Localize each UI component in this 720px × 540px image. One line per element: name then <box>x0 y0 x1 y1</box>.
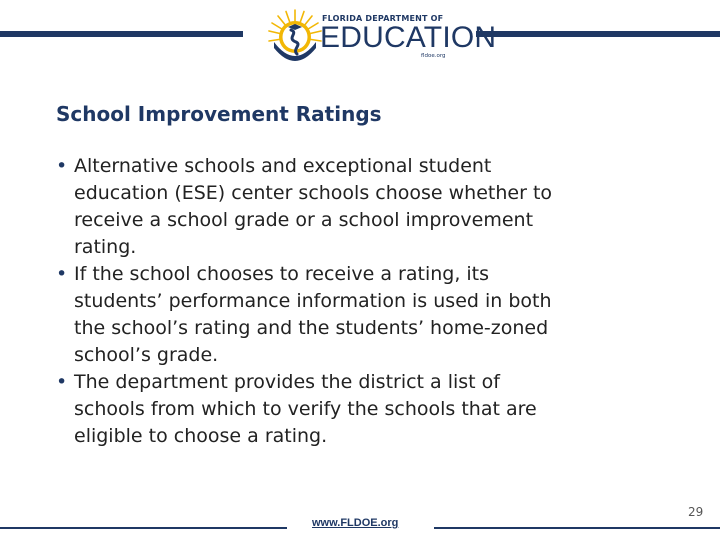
bullet-line: rating. <box>74 236 137 258</box>
logo-org-line: FLORIDA DEPARTMENT OF <box>322 14 444 23</box>
bullet-item <box>56 153 656 261</box>
logo-url: fldoe.org <box>421 53 446 59</box>
logo-main-word: EDUCATION <box>320 21 497 54</box>
footer-rule-right <box>434 527 720 529</box>
fldoe-website-link[interactable]: www.FLDOE.org <box>312 517 399 529</box>
bullet-line: receive a school grade or a school improvement <box>74 209 534 231</box>
header-rule-left <box>0 31 243 37</box>
bullet-dot-icon: • <box>56 263 68 285</box>
bullet-line: eligible to choose a rating. <box>74 425 328 447</box>
bullet-line: If the school chooses to receive a rating, its <box>74 263 490 285</box>
bullet-line: students’ performance information is used in both <box>74 290 552 312</box>
bullet-line: education (ESE) center schools choose whether to <box>74 182 553 204</box>
bullet-line: school’s grade. <box>74 344 219 366</box>
slide-title: School Improvement Ratings <box>56 102 382 126</box>
fldoe-seal-icon <box>266 8 324 66</box>
bullet-dot-icon: • <box>56 155 68 177</box>
bullet-line: Alternative schools and exceptional student <box>74 155 492 177</box>
header-rule-right <box>476 31 720 37</box>
fldoe-logo[interactable] <box>266 8 497 66</box>
footer-rule-left <box>0 527 287 529</box>
bullet-list <box>56 153 656 450</box>
bullet-item <box>56 261 656 369</box>
bullet-dot-icon: • <box>56 371 68 393</box>
page-number: 29 <box>688 505 704 519</box>
bullet-line: The department provides the district a list of <box>74 371 500 393</box>
bullet-item <box>56 369 656 450</box>
bullet-line: schools from which to verify the schools that are <box>74 398 537 420</box>
bullet-line: the school’s rating and the students’ home-zoned <box>74 317 549 339</box>
